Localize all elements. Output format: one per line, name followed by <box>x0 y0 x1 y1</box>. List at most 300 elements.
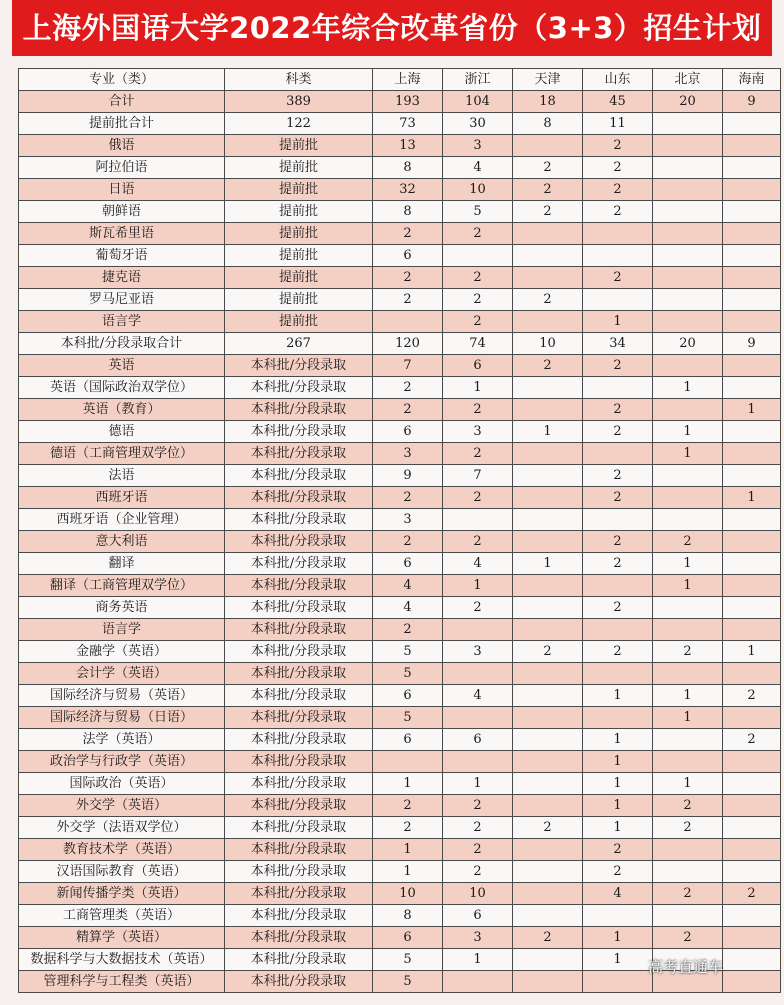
cell-hainan: 9 <box>723 333 781 355</box>
cell-beijing <box>653 289 723 311</box>
cell-beijing: 1 <box>653 575 723 597</box>
cell-shandong: 45 <box>583 91 653 113</box>
cell-major: 新闻传播学类（英语） <box>19 883 225 905</box>
cell-category: 提前批 <box>225 135 373 157</box>
cell-category: 本科批/分段录取 <box>225 905 373 927</box>
cell-shanghai: 4 <box>373 597 443 619</box>
cell-zhejiang: 1 <box>443 575 513 597</box>
cell-shandong: 1 <box>583 773 653 795</box>
table-row <box>19 883 781 905</box>
cell-tianjin <box>513 773 583 795</box>
cell-major: 法学（英语） <box>19 729 225 751</box>
table-header-row <box>19 69 781 91</box>
cell-category: 本科批/分段录取 <box>225 553 373 575</box>
cell-shanghai: 2 <box>373 289 443 311</box>
cell-shanghai: 9 <box>373 465 443 487</box>
cell-shanghai: 5 <box>373 641 443 663</box>
cell-category: 本科批/分段录取 <box>225 971 373 993</box>
cell-hainan <box>723 553 781 575</box>
cell-beijing <box>653 487 723 509</box>
cell-major: 斯瓦希里语 <box>19 223 225 245</box>
cell-zhejiang <box>443 619 513 641</box>
cell-tianjin <box>513 465 583 487</box>
cell-beijing: 20 <box>653 333 723 355</box>
cell-shandong <box>583 289 653 311</box>
cell-tianjin <box>513 729 583 751</box>
cell-shanghai: 2 <box>373 531 443 553</box>
cell-shanghai: 2 <box>373 817 443 839</box>
cell-beijing <box>653 135 723 157</box>
cell-shanghai: 2 <box>373 377 443 399</box>
cell-zhejiang <box>443 751 513 773</box>
cell-tianjin <box>513 971 583 993</box>
cell-tianjin <box>513 949 583 971</box>
table-row <box>19 399 781 421</box>
cell-shandong <box>583 575 653 597</box>
cell-zhejiang: 2 <box>443 795 513 817</box>
table-row <box>19 377 781 399</box>
cell-shanghai: 73 <box>373 113 443 135</box>
cell-beijing: 20 <box>653 91 723 113</box>
cell-tianjin: 18 <box>513 91 583 113</box>
cell-beijing <box>653 619 723 641</box>
cell-beijing <box>653 861 723 883</box>
cell-category: 本科批/分段录取 <box>225 487 373 509</box>
table-row <box>19 245 781 267</box>
table-row <box>19 773 781 795</box>
cell-hainan <box>723 421 781 443</box>
cell-hainan <box>723 509 781 531</box>
cell-zhejiang: 6 <box>443 355 513 377</box>
cell-beijing: 2 <box>653 927 723 949</box>
cell-shanghai: 2 <box>373 223 443 245</box>
cell-shanghai: 上海 <box>373 69 443 91</box>
cell-shandong: 2 <box>583 465 653 487</box>
cell-hainan <box>723 707 781 729</box>
cell-zhejiang: 4 <box>443 685 513 707</box>
cell-zhejiang: 10 <box>443 883 513 905</box>
cell-category: 提前批 <box>225 201 373 223</box>
cell-tianjin <box>513 311 583 333</box>
cell-shandong <box>583 971 653 993</box>
table-row <box>19 509 781 531</box>
cell-zhejiang: 4 <box>443 553 513 575</box>
cell-major: 阿拉伯语 <box>19 157 225 179</box>
cell-hainan <box>723 927 781 949</box>
cell-beijing <box>653 839 723 861</box>
table-row <box>19 597 781 619</box>
cell-category: 本科批/分段录取 <box>225 949 373 971</box>
cell-zhejiang <box>443 509 513 531</box>
cell-major: 汉语国际教育（英语） <box>19 861 225 883</box>
cell-category: 本科批/分段录取 <box>225 443 373 465</box>
cell-major: 罗马尼亚语 <box>19 289 225 311</box>
table-row <box>19 531 781 553</box>
cell-hainan: 海南 <box>723 69 781 91</box>
cell-shandong: 2 <box>583 135 653 157</box>
cell-zhejiang: 1 <box>443 773 513 795</box>
cell-tianjin <box>513 597 583 619</box>
cell-tianjin <box>513 751 583 773</box>
cell-hainan <box>723 223 781 245</box>
table-row <box>19 201 781 223</box>
cell-major: 语言学 <box>19 619 225 641</box>
cell-major: 语言学 <box>19 311 225 333</box>
cell-major: 外交学（英语） <box>19 795 225 817</box>
cell-hainan <box>723 663 781 685</box>
cell-category: 本科批/分段录取 <box>225 883 373 905</box>
cell-tianjin <box>513 487 583 509</box>
table-row <box>19 905 781 927</box>
cell-zhejiang: 3 <box>443 927 513 949</box>
cell-major: 日语 <box>19 179 225 201</box>
cell-hainan <box>723 311 781 333</box>
cell-category: 本科批/分段录取 <box>225 575 373 597</box>
cell-category: 本科批/分段录取 <box>225 927 373 949</box>
cell-beijing <box>653 399 723 421</box>
cell-category: 本科批/分段录取 <box>225 751 373 773</box>
cell-major: 捷克语 <box>19 267 225 289</box>
cell-shanghai: 1 <box>373 773 443 795</box>
cell-shanghai: 5 <box>373 971 443 993</box>
cell-zhejiang: 3 <box>443 641 513 663</box>
table-row <box>19 179 781 201</box>
cell-major: 商务英语 <box>19 597 225 619</box>
cell-hainan <box>723 113 781 135</box>
cell-major: 专业（类） <box>19 69 225 91</box>
cell-shandong: 1 <box>583 795 653 817</box>
cell-tianjin <box>513 883 583 905</box>
cell-tianjin <box>513 795 583 817</box>
cell-shanghai: 2 <box>373 267 443 289</box>
cell-major: 法语 <box>19 465 225 487</box>
cell-tianjin <box>513 443 583 465</box>
table-row <box>19 421 781 443</box>
cell-tianjin: 1 <box>513 421 583 443</box>
cell-shandong: 1 <box>583 311 653 333</box>
cell-hainan <box>723 949 781 971</box>
cell-tianjin: 10 <box>513 333 583 355</box>
cell-shandong: 2 <box>583 179 653 201</box>
table-row <box>19 861 781 883</box>
table-row <box>19 355 781 377</box>
cell-shandong: 2 <box>583 355 653 377</box>
cell-shandong: 2 <box>583 421 653 443</box>
table-row <box>19 91 781 113</box>
cell-tianjin <box>513 531 583 553</box>
cell-tianjin: 2 <box>513 817 583 839</box>
cell-zhejiang: 74 <box>443 333 513 355</box>
table-row <box>19 487 781 509</box>
cell-category: 提前批 <box>225 179 373 201</box>
cell-beijing <box>653 179 723 201</box>
cell-shanghai: 6 <box>373 553 443 575</box>
cell-category: 本科批/分段录取 <box>225 465 373 487</box>
cell-beijing <box>653 223 723 245</box>
cell-major: 德语 <box>19 421 225 443</box>
cell-beijing: 北京 <box>653 69 723 91</box>
cell-shandong <box>583 223 653 245</box>
cell-shanghai: 8 <box>373 905 443 927</box>
cell-tianjin: 1 <box>513 553 583 575</box>
cell-shandong: 山东 <box>583 69 653 91</box>
cell-hainan <box>723 245 781 267</box>
cell-shanghai: 5 <box>373 663 443 685</box>
cell-major: 国际经济与贸易（日语） <box>19 707 225 729</box>
cell-zhejiang: 6 <box>443 729 513 751</box>
cell-zhejiang: 6 <box>443 905 513 927</box>
cell-zhejiang: 2 <box>443 597 513 619</box>
cell-beijing <box>653 311 723 333</box>
cell-zhejiang: 2 <box>443 399 513 421</box>
cell-shandong <box>583 509 653 531</box>
cell-hainan <box>723 179 781 201</box>
cell-hainan: 1 <box>723 487 781 509</box>
cell-zhejiang <box>443 245 513 267</box>
table-row <box>19 707 781 729</box>
cell-major: 合计 <box>19 91 225 113</box>
cell-category: 本科批/分段录取 <box>225 839 373 861</box>
cell-major: 朝鲜语 <box>19 201 225 223</box>
cell-zhejiang: 1 <box>443 949 513 971</box>
cell-category: 提前批 <box>225 311 373 333</box>
cell-hainan <box>723 795 781 817</box>
cell-shanghai: 8 <box>373 157 443 179</box>
page-title: 上海外国语大学2022年综合改革省份（3+3）招生计划 <box>12 0 772 56</box>
cell-zhejiang: 2 <box>443 267 513 289</box>
cell-beijing <box>653 729 723 751</box>
cell-category: 提前批 <box>225 267 373 289</box>
table-row <box>19 817 781 839</box>
cell-hainan: 1 <box>723 641 781 663</box>
cell-shandong <box>583 707 653 729</box>
cell-category: 本科批/分段录取 <box>225 817 373 839</box>
cell-major: 德语（工商管理双学位） <box>19 443 225 465</box>
table-row <box>19 685 781 707</box>
cell-tianjin <box>513 267 583 289</box>
cell-hainan <box>723 135 781 157</box>
cell-shanghai: 193 <box>373 91 443 113</box>
cell-tianjin <box>513 905 583 927</box>
cell-hainan <box>723 861 781 883</box>
cell-tianjin <box>513 223 583 245</box>
cell-category: 提前批 <box>225 289 373 311</box>
cell-tianjin <box>513 685 583 707</box>
cell-category: 本科批/分段录取 <box>225 597 373 619</box>
cell-hainan: 2 <box>723 729 781 751</box>
cell-tianjin <box>513 839 583 861</box>
cell-shandong: 2 <box>583 157 653 179</box>
cell-category: 本科批/分段录取 <box>225 377 373 399</box>
cell-beijing <box>653 157 723 179</box>
cell-zhejiang: 2 <box>443 443 513 465</box>
cell-shandong: 2 <box>583 839 653 861</box>
cell-shanghai: 6 <box>373 729 443 751</box>
cell-shanghai: 2 <box>373 619 443 641</box>
cell-beijing: 1 <box>653 421 723 443</box>
cell-beijing <box>653 267 723 289</box>
cell-shanghai: 8 <box>373 201 443 223</box>
cell-shandong: 34 <box>583 333 653 355</box>
cell-major: 精算学（英语） <box>19 927 225 949</box>
cell-beijing <box>653 509 723 531</box>
cell-tianjin <box>513 399 583 421</box>
cell-beijing <box>653 465 723 487</box>
cell-category: 本科批/分段录取 <box>225 861 373 883</box>
cell-shanghai: 2 <box>373 795 443 817</box>
cell-shandong: 2 <box>583 201 653 223</box>
cell-tianjin <box>513 575 583 597</box>
cell-shandong: 4 <box>583 883 653 905</box>
cell-hainan: 9 <box>723 91 781 113</box>
cell-shanghai: 120 <box>373 333 443 355</box>
cell-shandong: 1 <box>583 949 653 971</box>
cell-hainan <box>723 773 781 795</box>
cell-shanghai: 3 <box>373 443 443 465</box>
cell-category: 本科批/分段录取 <box>225 619 373 641</box>
cell-major: 葡萄牙语 <box>19 245 225 267</box>
cell-shandong: 2 <box>583 641 653 663</box>
cell-beijing <box>653 245 723 267</box>
cell-zhejiang: 4 <box>443 157 513 179</box>
cell-zhejiang: 30 <box>443 113 513 135</box>
cell-major: 会计学（英语） <box>19 663 225 685</box>
cell-tianjin: 2 <box>513 355 583 377</box>
table-row <box>19 839 781 861</box>
cell-hainan <box>723 289 781 311</box>
cell-hainan <box>723 619 781 641</box>
cell-hainan <box>723 201 781 223</box>
cell-major: 国际政治（英语） <box>19 773 225 795</box>
cell-shandong: 2 <box>583 553 653 575</box>
cell-beijing: 1 <box>653 707 723 729</box>
cell-hainan <box>723 531 781 553</box>
cell-category: 本科批/分段录取 <box>225 641 373 663</box>
cell-shandong <box>583 663 653 685</box>
cell-hainan <box>723 971 781 993</box>
cell-tianjin: 2 <box>513 157 583 179</box>
cell-tianjin: 2 <box>513 289 583 311</box>
cell-beijing: 2 <box>653 883 723 905</box>
table-row <box>19 663 781 685</box>
cell-category: 本科批/分段录取 <box>225 421 373 443</box>
cell-shanghai: 6 <box>373 685 443 707</box>
cell-category: 122 <box>225 113 373 135</box>
cell-category: 本科批/分段录取 <box>225 707 373 729</box>
cell-tianjin <box>513 619 583 641</box>
cell-major: 教育技术学（英语） <box>19 839 225 861</box>
cell-zhejiang: 2 <box>443 311 513 333</box>
cell-major: 翻译（工商管理双学位） <box>19 575 225 597</box>
cell-beijing: 2 <box>653 795 723 817</box>
cell-shandong <box>583 443 653 465</box>
cell-hainan <box>723 575 781 597</box>
cell-shandong: 1 <box>583 751 653 773</box>
cell-tianjin <box>513 135 583 157</box>
cell-shanghai: 1 <box>373 861 443 883</box>
cell-beijing: 1 <box>653 443 723 465</box>
cell-category: 本科批/分段录取 <box>225 531 373 553</box>
cell-shandong: 2 <box>583 861 653 883</box>
table-row <box>19 223 781 245</box>
enrollment-table <box>18 68 781 993</box>
table-row <box>19 751 781 773</box>
cell-category: 提前批 <box>225 245 373 267</box>
table-row <box>19 729 781 751</box>
cell-tianjin <box>513 245 583 267</box>
cell-zhejiang: 2 <box>443 289 513 311</box>
cell-major: 英语（教育） <box>19 399 225 421</box>
cell-shandong: 1 <box>583 817 653 839</box>
cell-hainan <box>723 377 781 399</box>
cell-category: 本科批/分段录取 <box>225 685 373 707</box>
cell-category: 本科批/分段录取 <box>225 663 373 685</box>
cell-shandong <box>583 905 653 927</box>
cell-tianjin: 2 <box>513 201 583 223</box>
cell-zhejiang: 2 <box>443 861 513 883</box>
table-row <box>19 333 781 355</box>
cell-shanghai: 1 <box>373 839 443 861</box>
cell-category: 本科批/分段录取 <box>225 355 373 377</box>
cell-zhejiang <box>443 707 513 729</box>
cell-major: 数据科学与大数据技术（英语） <box>19 949 225 971</box>
table-row <box>19 619 781 641</box>
cell-shanghai: 10 <box>373 883 443 905</box>
cell-shanghai: 7 <box>373 355 443 377</box>
cell-zhejiang: 5 <box>443 201 513 223</box>
cell-shanghai <box>373 311 443 333</box>
cell-shanghai: 6 <box>373 245 443 267</box>
cell-zhejiang: 2 <box>443 487 513 509</box>
cell-major: 外交学（法语双学位） <box>19 817 225 839</box>
cell-tianjin <box>513 663 583 685</box>
cell-tianjin: 8 <box>513 113 583 135</box>
table-row <box>19 795 781 817</box>
cell-category: 本科批/分段录取 <box>225 729 373 751</box>
cell-beijing: 2 <box>653 531 723 553</box>
cell-category: 267 <box>225 333 373 355</box>
cell-major: 提前批合计 <box>19 113 225 135</box>
cell-major: 意大利语 <box>19 531 225 553</box>
table-row <box>19 553 781 575</box>
cell-major: 俄语 <box>19 135 225 157</box>
cell-zhejiang: 2 <box>443 531 513 553</box>
table-row <box>19 465 781 487</box>
cell-hainan <box>723 817 781 839</box>
cell-shanghai <box>373 751 443 773</box>
cell-major: 管理科学与工程类（英语） <box>19 971 225 993</box>
cell-shandong <box>583 245 653 267</box>
table-row <box>19 927 781 949</box>
cell-hainan: 2 <box>723 685 781 707</box>
cell-beijing <box>653 905 723 927</box>
cell-zhejiang: 7 <box>443 465 513 487</box>
cell-tianjin: 2 <box>513 179 583 201</box>
cell-zhejiang: 3 <box>443 135 513 157</box>
table-row <box>19 289 781 311</box>
table-row <box>19 641 781 663</box>
cell-major: 国际经济与贸易（英语） <box>19 685 225 707</box>
cell-shanghai: 2 <box>373 399 443 421</box>
cell-hainan <box>723 443 781 465</box>
cell-shandong: 2 <box>583 487 653 509</box>
cell-category: 本科批/分段录取 <box>225 509 373 531</box>
cell-zhejiang: 10 <box>443 179 513 201</box>
cell-major: 西班牙语 <box>19 487 225 509</box>
table-row <box>19 575 781 597</box>
cell-shanghai: 5 <box>373 949 443 971</box>
cell-shanghai: 6 <box>373 421 443 443</box>
